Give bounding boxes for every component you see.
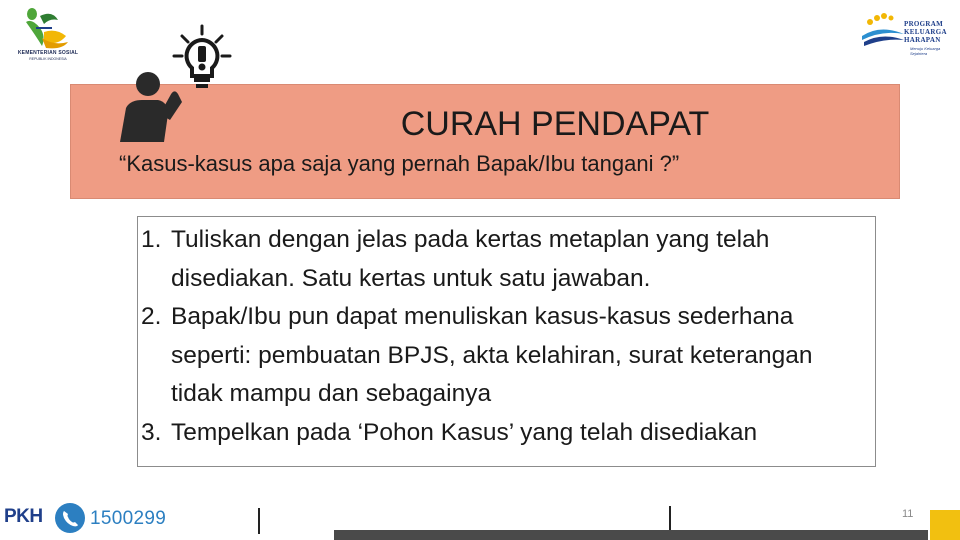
kemensos-subcaption: REPUBLIK INDONESIA (29, 57, 67, 61)
person-idea-bulb-icon (112, 22, 232, 144)
pkh-logo-line1: PROGRAM (904, 20, 944, 28)
list-item-text: Tuliskan dengan jelas pada kertas metaplan yang telah disediakan. Satu kertas untuk satu jawaban. (171, 226, 770, 292)
divider (258, 508, 260, 534)
pkh-label: PKH (4, 506, 43, 527)
kemensos-caption: KEMENTERIAN SOSIAL (17, 50, 79, 56)
banner-subtitle: “Kasus-kasus apa saja yang pernah Bapak/Ibu tangani ?” (119, 151, 680, 176)
pkh-logo-line2: KELUARGA (904, 28, 947, 36)
banner-title: CURAH PENDAPAT (400, 105, 710, 143)
list-item (141, 221, 869, 298)
list-item-number: 2. (141, 303, 162, 330)
instructions-box (137, 216, 876, 467)
list-item-text: Bapak/Ibu pun dapat menuliskan kasus-kasus sederhana seperti: pembuatan BPJS, akta kelahiran, surat keterangan tidak mampu dan sebagainya (171, 303, 813, 407)
pkh-hotline (4, 500, 184, 536)
pkh-logo-line3: HARAPAN (904, 36, 941, 44)
list-item (141, 414, 869, 453)
kemensos-logo-icon (22, 6, 74, 50)
footer-accent-square (930, 510, 960, 540)
pkh-family-logo-icon (860, 10, 906, 50)
list-item-text: Tempelkan pada ‘Pohon Kasus’ yang telah disediakan (171, 418, 758, 446)
phone-icon (54, 502, 86, 534)
page-number: 11 (902, 508, 914, 520)
pkh-logo (860, 6, 956, 62)
list-item-number: 1. (141, 226, 162, 253)
pkh-logo-tagline: Menuju Keluarga Sejahtera (910, 46, 941, 56)
kemensos-logo (6, 6, 90, 64)
list-item-number: 3. (141, 418, 162, 446)
hotline-number: 1500299 (90, 508, 167, 529)
list-item (141, 298, 869, 414)
footer-bar (334, 530, 928, 540)
